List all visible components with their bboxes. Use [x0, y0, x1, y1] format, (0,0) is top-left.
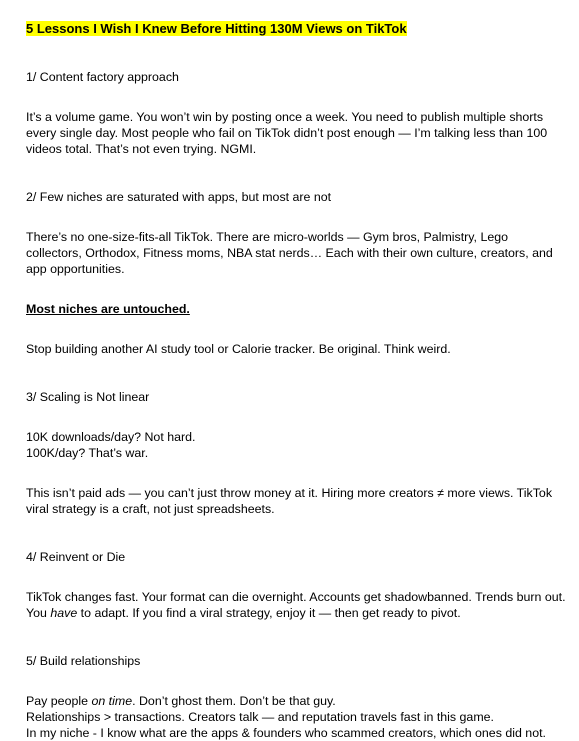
section-2-body2: Stop building another AI study tool or Calorie tracker. Be original. Think weird.	[26, 342, 451, 356]
section-5-line2: Relationships > transactions. Creators talk — and reputation travels fast in this game.	[26, 710, 494, 724]
section-5-line1-a: Pay people	[26, 694, 92, 708]
section-3-line1: 10K downloads/day? Not hard.	[26, 430, 196, 444]
section-3-heading: 3/ Scaling is Not linear	[26, 390, 150, 404]
document	[26, 20, 569, 741]
section-5-line1-b: . Don’t ghost them. Don’t be that guy.	[132, 694, 336, 708]
section-3-line2: 100K/day? That’s war.	[26, 446, 149, 460]
section-4-heading: 4/ Reinvent or Die	[26, 550, 126, 564]
section-2-heading: 2/ Few niches are saturated with apps, but most are not	[26, 190, 332, 204]
section-5-line3: In my niche - I know what are the apps & founders who scammed creators, which ones did not.	[26, 726, 546, 740]
section-4-body-a: TikTok changes fast. Your format can die overnight. Accounts get shadowbanned. Trends burn out. You	[26, 590, 569, 620]
section-2-emphasis: Most niches are untouched.	[26, 302, 190, 316]
section-4-body-b: to adapt. If you find a viral strategy, enjoy it — then get ready to pivot.	[77, 606, 461, 620]
document-title: 5 Lessons I Wish I Knew Before Hitting 130M Views on TikTok	[26, 21, 407, 36]
section-4-body	[26, 589, 569, 621]
section-5-line1	[26, 693, 566, 709]
title-row	[26, 20, 566, 37]
section-5-line1-em: on time	[91, 694, 133, 708]
section-4-body-em: have	[50, 606, 78, 620]
section-1-heading: 1/ Content factory approach	[26, 70, 179, 84]
section-5-heading: 5/ Build relationships	[26, 654, 141, 668]
section-3-body: This isn’t paid ads — you can’t just throw money at it. Hiring more creators ≠ more views. TikTok viral strategy is a craft, not just spreadsheets.	[26, 486, 556, 516]
section-1-body: It’s a volume game. You won’t win by posting once a week. You need to publish multiple shorts every single day. Most people who fail on TikTok didn’t post enough — I’m talking less than 100 videos total. That’s not even trying. NGMI.	[26, 110, 551, 156]
section-2-body: There’s no one-size-fits-all TikTok. There are micro-worlds — Gym bros, Palmistry, Lego collectors, Orthodox, Fitness moms, NBA stat nerds… Each with their own culture, creators, and app opportunities.	[26, 230, 557, 276]
